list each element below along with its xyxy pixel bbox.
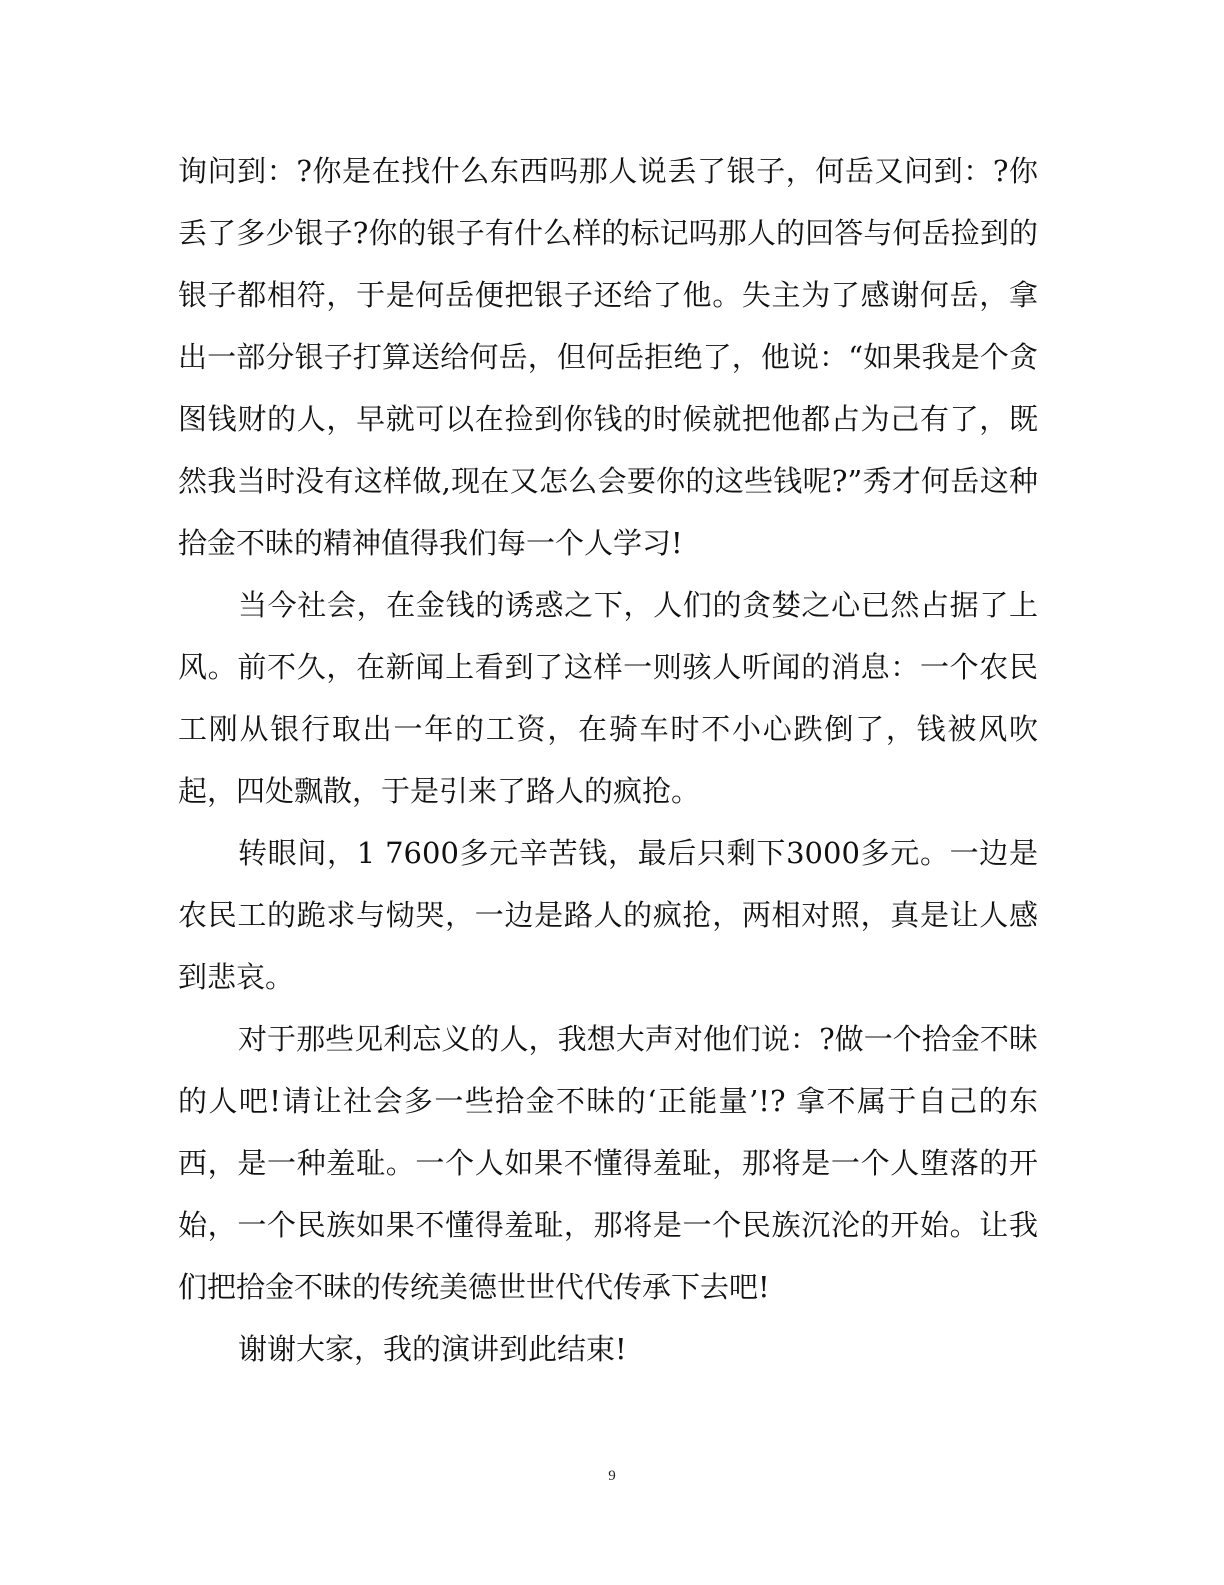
paragraph-society: 当今社会，在金钱的诱惑之下，人们的贪婪之心已然占据了上风。前不久，在新闻上看到了这样一则骇人听闻的消息：一个农民工刚从银行取出一年的工资，在骑车时不小心跌倒了，钱被风吹起，四处飘散，于是引来了路人的疯抢。	[178, 588, 1038, 808]
page-number: 9	[608, 1468, 616, 1484]
paragraph-appeal: 对于那些见利忘义的人，我想大声对他们说：?做一个拾金不昧的人吧!请让社会多一些拾金不昧的‘正能量’!? 拿不属于自己的东西，是一种羞耻。一个人如果不懂得羞耻，那将是一个人堕落的开始，一个民族如果不懂得羞耻，那将是一个民族沉沦的开始。让我们把拾金不昧的传统美德世世代代传承下去吧!	[178, 1022, 1038, 1304]
paragraph-closing: 谢谢大家，我的演讲到此结束!	[238, 1332, 627, 1366]
paragraph-money-lost: 转眼间，1 7600多元辛苦钱，最后只剩下3000多元。一边是农民工的跪求与恸哭，一边是路人的疯抢，两相对照，真是让人感到悲哀。	[178, 836, 1038, 994]
document-body	[178, 140, 1038, 1380]
paragraph-continuation: 询问到：?你是在找什么东西吗那人说丢了银子，何岳又问到：?你丢了多少银子?你的银子有什么样的标记吗那人的回答与何岳捡到的银子都相符，于是何岳便把银子还给了他。失主为了感谢何岳，拿出一部分银子打算送给何岳，但何岳拒绝了，他说：“如果我是个贪图钱财的人，早就可以在捡到你钱的时候就把他都占为己有了，既然我当时没有这样做,现在又怎么会要你的这些钱呢?”秀才何岳这种拾金不昧的精神值得我们每一个人学习!	[178, 154, 1038, 560]
